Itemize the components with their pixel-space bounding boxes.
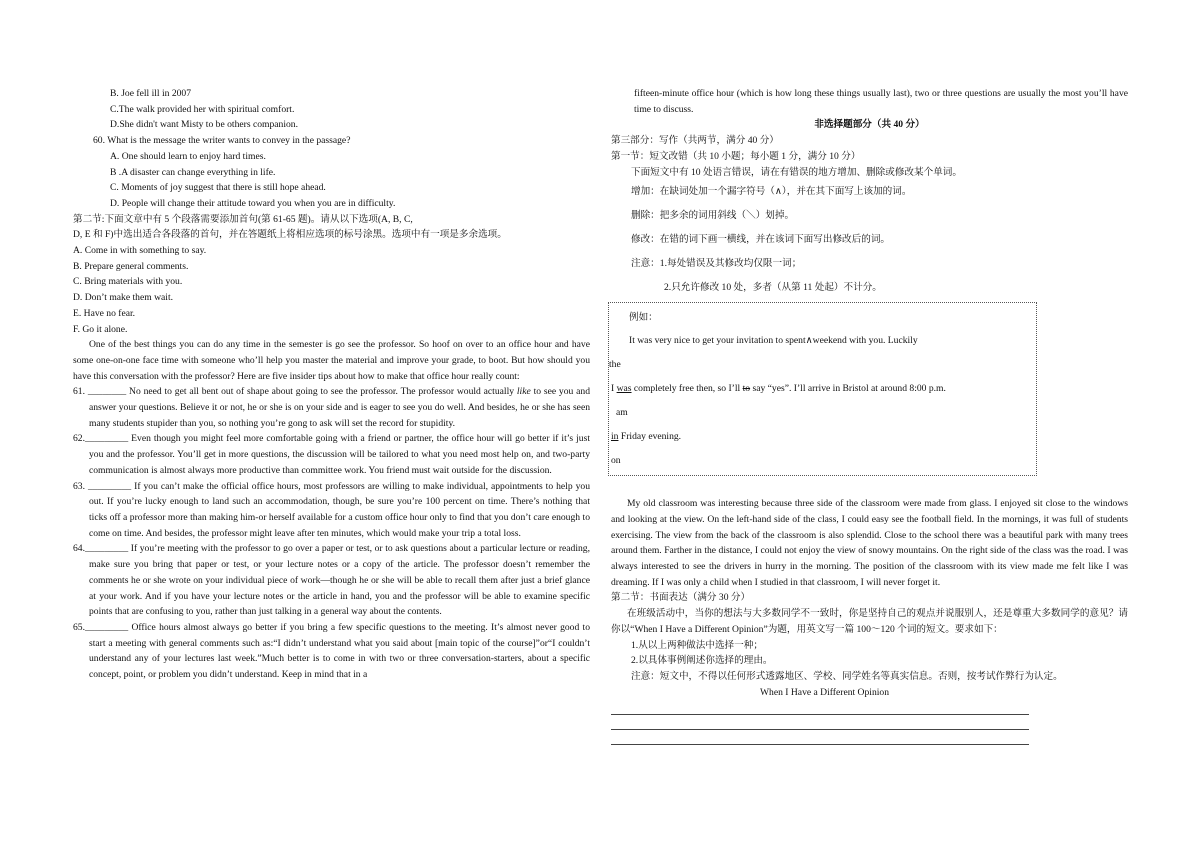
section2-instruction-cont: D, E 和 F)中选出适合各段落的首句，并在答题纸上将相应选项的标号涂黑。选项中有一项是多余选项。 [73, 229, 507, 241]
left-column [73, 86, 590, 683]
q65-number: 65. [73, 621, 85, 633]
choice-e: E. Have no fear. [73, 307, 136, 319]
q59-option-b: B. Joe fell ill in 2007 [110, 88, 192, 99]
example-struck-to: to [742, 383, 751, 395]
writing-line [611, 730, 1029, 745]
example-text: Friday evening. [618, 431, 682, 443]
q61-text-cont: to see you and answer your questions. Believe it or not, he or she is on your side and is eager to see you do well. And besides, he or she has seen many students stupider than you, so nothing you’re gong to ask will set the record for stupidity. [89, 386, 590, 429]
writing-task-instruction: 在班级活动中，当你的想法与大多数同学不一致时，你是坚持自己的观点并说服别人，还是尊重大多数同学的意见？请你以“When I Have a Different Opinion”为题，用英文写一篇 100～120 个词的短文。要求如下： [611, 608, 1128, 635]
example-correction-am: am [616, 407, 628, 419]
q65-paragraph [73, 620, 590, 683]
example-line-3 [609, 425, 1036, 449]
q61-text: No need to get all bent out of shape about going to see the professor. The professor would actually [129, 386, 515, 398]
q65-continuation: fifteen-minute office hour (which is how long these things usually last), two or three questions are usually the most you’ll have time to discuss. [634, 88, 1128, 115]
q61-number: 61. [73, 386, 85, 398]
rule-delete: 删除：把多余的词用斜线（＼）划掉。 [631, 210, 795, 222]
example-box [608, 302, 1037, 476]
choice-a: A. Come in with something to say. [73, 245, 207, 257]
q62-paragraph [73, 431, 590, 478]
choice-f: F. Go it alone. [73, 323, 128, 335]
q63-paragraph [73, 479, 590, 542]
choice-c: C. Bring materials with you. [73, 276, 183, 288]
section1-title: 第一节：短文改错（共 10 小题；每小题 1 分，满分 10 分） [611, 150, 861, 162]
q60-option-b: B .A disaster can change everything in life. [110, 166, 276, 178]
q64-blank: _________ [85, 543, 129, 555]
example-underlined-was: was [616, 383, 632, 395]
note-2: 2.只允许修改 10 处，多者（从第 11 处起）不计分。 [664, 282, 882, 294]
q59-option-c: C.The walk provided her with spiritual comfort. [110, 103, 295, 115]
q61-paragraph [73, 384, 590, 431]
q62-text: Even though you might feel more comfortable going with a friend or partner, the office hour will go better if it’s just you and the professor. You’ll get in more questions, the discussion will be tailored to what you need most help on, and two-party communication is almost always more productive than committee work. You friend must wait outside for the discussion. [89, 433, 591, 476]
q63-blank: _________ [87, 480, 132, 492]
q64-number: 64. [73, 543, 85, 555]
essay-title: When I Have a Different Opinion [759, 686, 890, 698]
q62-number: 62. [73, 433, 85, 445]
section1-instruction: 下面短文中有 10 处语言错误，请在有错误的地方增加、删除或修改某个单词。 [631, 166, 962, 178]
q60-option-a: A. One should learn to enjoy hard times. [110, 150, 266, 162]
q59-option-d: D.She didn't want Misty to be others companion. [110, 119, 298, 131]
rule-add: 增加：在缺词处加一个漏字符号（∧），并在其下面写上该加的词。 [631, 186, 912, 198]
note-1: 注意：1.每处错误及其修改均仅限一词； [631, 258, 802, 270]
q60-option-d: D. People will change their attitude toward you when you are in difficulty. [110, 197, 396, 209]
error-correction-passage: My old classroom was interesting because three side of the classroom were made from glass. I enjoyed sit close to the windows and looking at the view. On the left-hand side of the class, I could easy see the football field. In the mornings, it was full of students exercising. The view from the back of the classroom is also splendid. Close to the school there was a beautiful park with many trees around them. Farther in the distance, I could not enjoy the view of snowy mountains. On the right side of the class was the road. I was always interested to see the drivers in hurry in the morning. The position of the classroom with its view made me felt like I was dreaming. If I was only a child when I studied in that classroom, I will never forget it. [611, 498, 1128, 588]
passage-intro: One of the best things you can do any time in the semester is go see the professor. So hoof on over to an office hour and have some one-on-one face time with someone who’ll help you master the material and improve your grade, to boot. But how should you have this conversation with the professor? Here are five insider tips about how to make that office hour really count: [73, 339, 590, 382]
example-insert-the: the [609, 359, 621, 371]
choice-b: B. Prepare general comments. [73, 260, 189, 272]
q64-paragraph [73, 541, 590, 620]
right-column [611, 86, 1128, 745]
requirement-2: 2.以具体事例阐述你选择的理由。 [631, 655, 773, 667]
rule-modify: 修改：在错的词下画一横线，并在该词下面写出修改后的词。 [631, 234, 891, 246]
choice-d: D. Don’t make them wait. [73, 292, 174, 304]
attention-note: 注意：短文中，不得以任何形式透露地区、学校、同学姓名等真实信息。否则，按考试作弊行为认定。 [631, 670, 1063, 682]
example-text: completely free then, so I’ll [631, 383, 743, 395]
section2-instruction: 第二节:下面文章中有 5 个段落需要添加首句(第 61-65 题)。请从以下选项(A, B, C, [73, 213, 413, 225]
requirement-1: 1.从以上两种做法中选择一种； [631, 639, 763, 651]
q63-text: If you can’t make the official office hours, most professors are willing to make individual, appointments to help you out. If you’re lucky enough to land such an accommodation, though, be sure you’re 100 percent on time. There’s nothing that ticks off a professor more than making him-or herself available for a custom office hour only to find that you don’t care enough to come on time. And besides, the professor might leave after ten minutes, which would make your trip a total loss. [89, 480, 590, 539]
example-text: I [611, 383, 617, 395]
example-correction-on: on [611, 455, 621, 467]
example-line-1: It was very nice to get your invitation to spent∧weekend with you. Luckily [629, 335, 918, 347]
q62-blank: _________ [85, 433, 129, 445]
q61-italic-word: like [516, 386, 531, 398]
nonchoice-section-title: 非选择题部分（共 40 分） [814, 119, 925, 131]
writing-line [611, 700, 1029, 715]
section2-title: 第二节：书面表达（满分 30 分） [611, 592, 751, 604]
writing-line [611, 715, 1029, 730]
example-text: say “yes”. I’ll arrive in Bristol at around 8:00 p.m. [750, 383, 946, 395]
q65-text: Office hours almost always go better if you bring a few specific questions to the meeting. It’s almost never good to start a meeting with general comments such as:“I didn’t understand what you said about [main topic of the course]”or“I couldn’t understand any of your lectures last week.”Much better is to come in with two or three conversation-starters, about a specific concept, point, or problem you didn’t understand. Keep in mind that in a [89, 621, 591, 681]
example-line-2 [609, 377, 1036, 401]
part3-title: 第三部分：写作（共两节，满分 40 分） [611, 135, 779, 147]
q63-number: 63. [73, 480, 85, 492]
q60-stem: 60. What is the message the writer wants to convey in the passage? [93, 135, 351, 147]
q61-blank: ________ [87, 386, 127, 398]
example-label: 例如： [629, 312, 658, 324]
example-underlined-in: in [611, 431, 619, 443]
q60-option-c: C. Moments of joy suggest that there is still hope ahead. [110, 182, 326, 194]
q65-blank: _________ [85, 621, 129, 633]
q64-text: If you’re meeting with the professor to go over a paper or test, or to ask questions about a particular lecture or reading, make sure you bring that paper or test, or your lecture notes or a copy of the article. The professor doesn’t remember the comments he or she wrote on your individual piece of work—though he or she will be able to recall them after just a brief glance at your work. And if you have your lecture notes or the article in hand, you and the professor will be able to examine specific points that are confusing to you, rather than just talking in a general way about the contents. [89, 543, 590, 618]
